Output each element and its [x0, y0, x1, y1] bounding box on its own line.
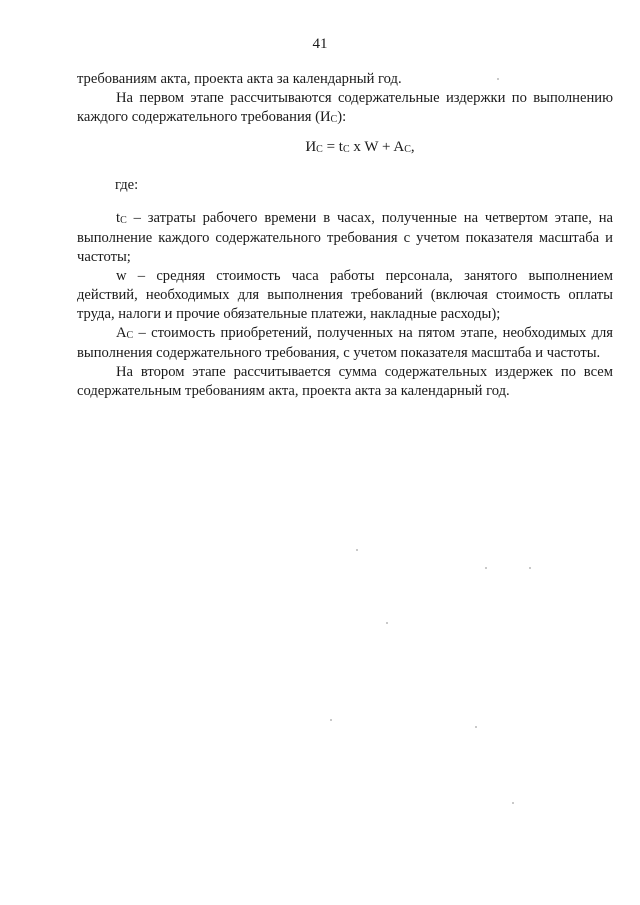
- definition-w: w – средняя стоимость часа работы персонала, занятого выполнением действий, необходимых для выполнения требований (включая стоимость оплаты труда, налоги и прочие обязательные платежи, накладные расходы);: [77, 268, 613, 322]
- def-t-text: – затраты рабочего времени в часах, полученные на четвертом этапе, на выполнение каждого содержательного требования с учетом показателя масштаба и частоты;: [77, 210, 613, 265]
- scan-speck: [475, 726, 477, 728]
- def-t-symbol: t: [116, 210, 121, 226]
- formula-lhs: И: [305, 139, 317, 155]
- cost-formula: [0, 139, 640, 156]
- definition-a: [77, 324, 613, 363]
- def-a-sub: С: [126, 330, 134, 341]
- stage2-paragraph: На втором этапе рассчитывается сумма содержательных издержек по всем содержательным требованиям акта, проекта акта за календарный год.: [77, 364, 613, 399]
- scan-speck: [529, 567, 531, 569]
- where-label: где:: [115, 177, 139, 193]
- page-number: 41: [312, 36, 328, 52]
- definitions-block: [77, 209, 613, 401]
- formula-end: ,: [410, 139, 415, 155]
- stage1-paragraph: [77, 89, 613, 128]
- scan-speck: [497, 78, 499, 80]
- formula-lhs-sub: С: [316, 144, 323, 155]
- stage1-end: ):: [337, 109, 347, 125]
- def-t-sub: С: [120, 215, 127, 226]
- scan-speck: [512, 802, 514, 804]
- scan-speck: [330, 719, 332, 721]
- scan-speck: [485, 567, 487, 569]
- intro-line: требованиям акта, проекта акта за календарный год.: [77, 71, 402, 87]
- scan-speck: [386, 622, 388, 624]
- def-a-text: – стоимость приобретений, полученных на пятом этапе, необходимых для выполнения содержательного требования, с учетом показателя масштаба и частоты.: [77, 325, 613, 361]
- def-a-symbol: A: [116, 325, 127, 341]
- formula-mid: x W + A: [349, 139, 405, 155]
- formula-eq: = t: [322, 139, 343, 155]
- formula-t-sub: С: [342, 144, 350, 155]
- stage1-sub: С: [330, 114, 338, 125]
- definition-t: [77, 209, 613, 267]
- formula-a-sub: С: [404, 144, 411, 155]
- scan-speck: [356, 549, 358, 551]
- body-text-top: [77, 70, 613, 128]
- stage1-text: На первом этапе рассчитываются содержательные издержки по выполнению каждого содержательного требования (И: [77, 90, 613, 125]
